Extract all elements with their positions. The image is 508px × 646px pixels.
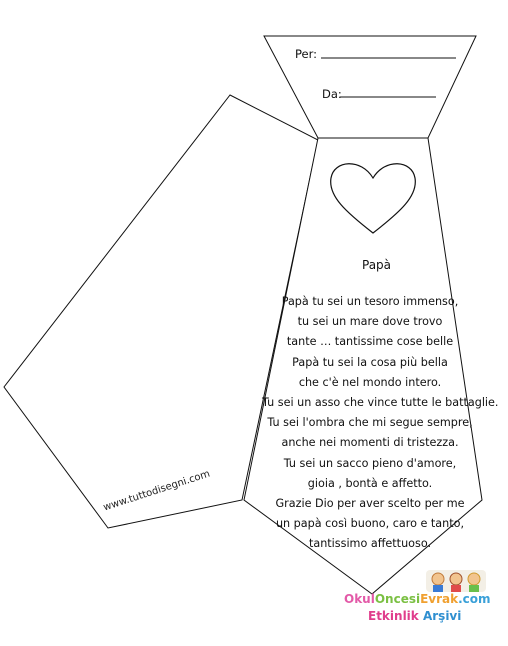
poem-line: tantissimo affettuoso.	[308, 537, 432, 551]
poem-line: Papà tu sei un tesoro immenso,	[281, 295, 459, 308]
poem-line: un papà così buono, caro e tanto,	[275, 517, 465, 531]
poem-line: gioia , bontà e affetto.	[307, 476, 433, 490]
poem-line: anche nei momenti di tristezza.	[281, 436, 459, 450]
per-label: Per:	[295, 47, 318, 61]
poem-line: Papà tu sei la cosa più bella	[292, 355, 448, 369]
poem-line: Grazie Dio per aver scelto per me	[275, 497, 465, 511]
poem-line: tante … tantissime cose belle	[286, 335, 454, 349]
poem-line: Tu sei un asso che vince tutte le battaglie.	[262, 396, 499, 410]
wm-okul: Okul	[344, 592, 375, 606]
wm-arsivi: Arşivi	[422, 609, 462, 623]
site-credit: www.tuttodisegni.com	[102, 468, 212, 514]
poem-line: Tu sei un sacco pieno d'amore,	[283, 456, 457, 470]
poem-line: che c'è nel mondo intero.	[298, 375, 442, 389]
poem-line: Tu sei l'ombra che mi segue sempre,	[267, 416, 473, 430]
poem-text	[262, 292, 499, 555]
wm-com: .com	[458, 592, 491, 606]
wm-oncesi: Oncesi	[374, 592, 421, 606]
da-label: Da:	[322, 87, 342, 101]
children-icon	[426, 570, 486, 592]
wm-etkinlik: Etkinlik	[368, 609, 419, 623]
watermark-site-name	[344, 592, 491, 606]
watermark-logo	[338, 570, 498, 630]
poem-line: tu sei un mare dove trovo	[297, 315, 443, 329]
watermark-subtitle	[368, 609, 461, 623]
wm-evrak: Evrak	[420, 592, 459, 606]
poem-title: Papà	[362, 258, 392, 272]
